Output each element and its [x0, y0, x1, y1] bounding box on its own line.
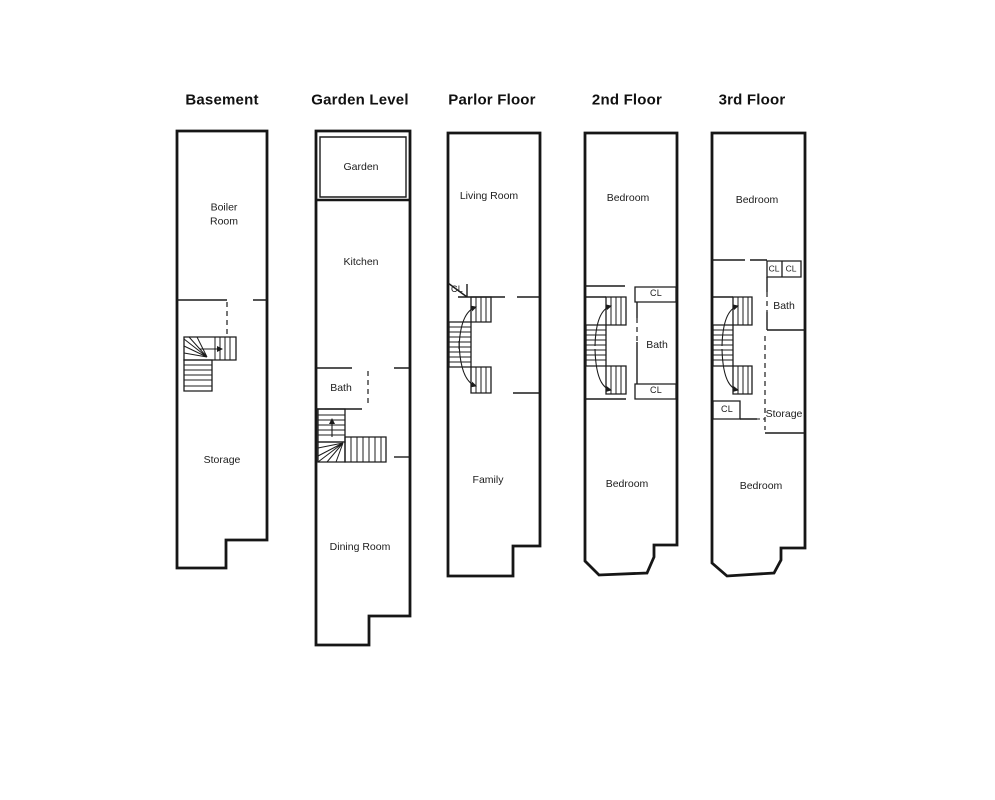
room-label-family: Family	[472, 474, 504, 487]
basement-plan	[177, 131, 267, 568]
room-label-living-room: Living Room	[459, 190, 519, 203]
floor-title-parlor: Parlor Floor	[448, 91, 536, 109]
room-label-bath-3f: Bath	[773, 300, 795, 313]
room-label-closet-2f-bottom: CL	[650, 385, 662, 396]
floor-title-basement: Basement	[185, 91, 259, 109]
floor-title-garden: Garden Level	[311, 91, 409, 109]
room-label-bath-2f: Bath	[646, 339, 668, 352]
room-label-kitchen: Kitchen	[343, 256, 379, 269]
room-label-garden: Garden	[343, 161, 379, 174]
room-label-bath-garden: Bath	[330, 382, 352, 395]
room-label-dining-room: Dining Room	[329, 541, 391, 554]
room-label-bedroom-2f-top: Bedroom	[606, 192, 650, 205]
room-label-storage-3f: Storage	[765, 408, 803, 421]
room-label-closet-3f-c: CL	[721, 404, 733, 415]
room-label-bedroom-3f-top: Bedroom	[735, 194, 779, 207]
floor-title-2nd-floor: 2nd Floor	[591, 91, 663, 109]
room-label-closet-3f-a: CL	[768, 263, 780, 274]
room-label-bedroom-3f-bottom: Bedroom	[739, 480, 783, 493]
room-label-boiler-room: Boiler Room	[209, 201, 238, 227]
floor-title-3rd-floor: 3rd Floor	[718, 91, 786, 109]
room-label-closet-parlor: CL	[451, 284, 463, 295]
room-label-storage: Storage	[203, 454, 241, 467]
room-label-closet-2f-top: CL	[650, 288, 662, 299]
room-label-bedroom-2f-bottom: Bedroom	[605, 478, 649, 491]
room-label-closet-3f-b: CL	[785, 263, 797, 274]
